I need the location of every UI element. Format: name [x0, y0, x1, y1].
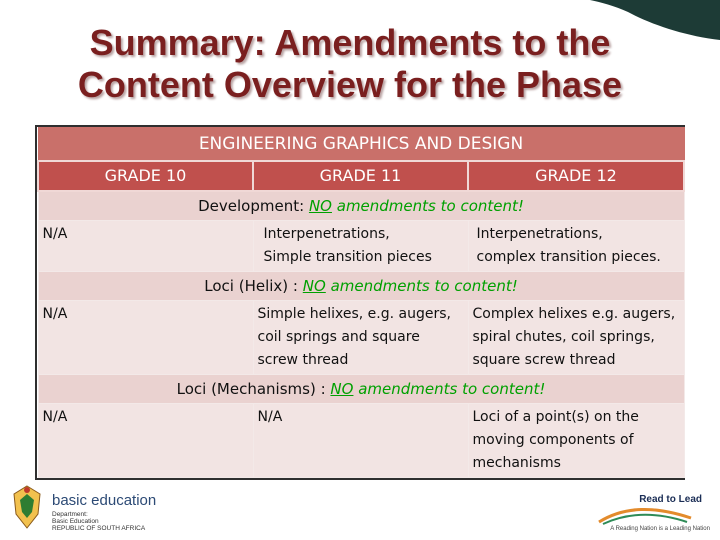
cell-line: complex transition pieces.: [476, 249, 661, 265]
coat-of-arms-icon: [10, 484, 44, 530]
content-overview-table: [35, 125, 685, 480]
department-subtitle: [52, 511, 145, 532]
cell-line: Loci of a point(s) on the: [472, 409, 639, 425]
grade-11-header: GRADE 11: [253, 161, 468, 191]
department-line: Department:: [52, 511, 88, 518]
read-to-lead-brand: Read to Lead: [639, 494, 702, 505]
section-title: Loci (Mechanisms) :: [176, 380, 326, 398]
amendment-note: amendments to content!: [330, 277, 518, 295]
grade-12-cell: [468, 221, 684, 272]
grade-10-cell: N/A: [38, 404, 253, 478]
cell-line: coil springs and square: [257, 329, 420, 345]
amendment-note: amendments to content!: [358, 380, 546, 398]
book-swoosh-icon: [595, 504, 695, 526]
amendment-note: amendments to content!: [336, 197, 524, 215]
section-heading-loci-helix: [38, 272, 684, 301]
cell-line: Simple transition pieces: [263, 249, 432, 265]
grade-10-header: GRADE 10: [38, 161, 253, 191]
grade-12-cell: [468, 404, 684, 478]
cell-line: mechanisms: [472, 455, 561, 471]
cell-line: Interpenetrations,: [476, 226, 603, 242]
subject-header: ENGINEERING GRAPHICS AND DESIGN: [38, 128, 684, 162]
grade-11-cell: [253, 221, 468, 272]
section-title: Loci (Helix) :: [204, 277, 298, 295]
title-line-1: Summary: Amendments to the: [89, 22, 611, 63]
basic-education-brand: basic education: [52, 492, 157, 509]
read-to-lead-logo: [595, 494, 710, 538]
cell-line: Simple helixes, e.g. augers,: [257, 306, 451, 322]
cell-line: square screw thread: [472, 352, 616, 368]
section-heading-development: [38, 191, 684, 221]
cell-line: Complex helixes e.g. augers,: [472, 306, 676, 322]
department-line: REPUBLIC OF SOUTH AFRICA: [52, 525, 146, 532]
basic-education-logo: [10, 484, 170, 534]
no-label: NO: [302, 277, 326, 295]
grade-10-cell: N/A: [38, 301, 253, 375]
grade-12-header: GRADE 12: [468, 161, 684, 191]
grade-10-cell: N/A: [38, 221, 253, 272]
no-label: NO: [308, 197, 332, 215]
section-heading-loci-mechanisms: [38, 375, 684, 404]
cell-line: spiral chutes, coil springs,: [472, 329, 655, 345]
section-title: Development:: [198, 197, 305, 215]
department-line: Basic Education: [52, 518, 99, 525]
grade-11-cell: [253, 301, 468, 375]
cell-line: moving components of: [472, 432, 634, 448]
page-title: [0, 22, 700, 106]
title-line-2: Content Overview for the Phase: [77, 64, 623, 105]
no-label: NO: [330, 380, 354, 398]
cell-line: Interpenetrations,: [263, 226, 390, 242]
grade-12-cell: [468, 301, 684, 375]
read-to-lead-tagline: A Reading Nation is a Leading Nation: [610, 526, 710, 532]
grade-11-cell: [253, 404, 468, 478]
cell-line: screw thread: [257, 352, 349, 368]
cell-line: N/A: [257, 409, 283, 425]
